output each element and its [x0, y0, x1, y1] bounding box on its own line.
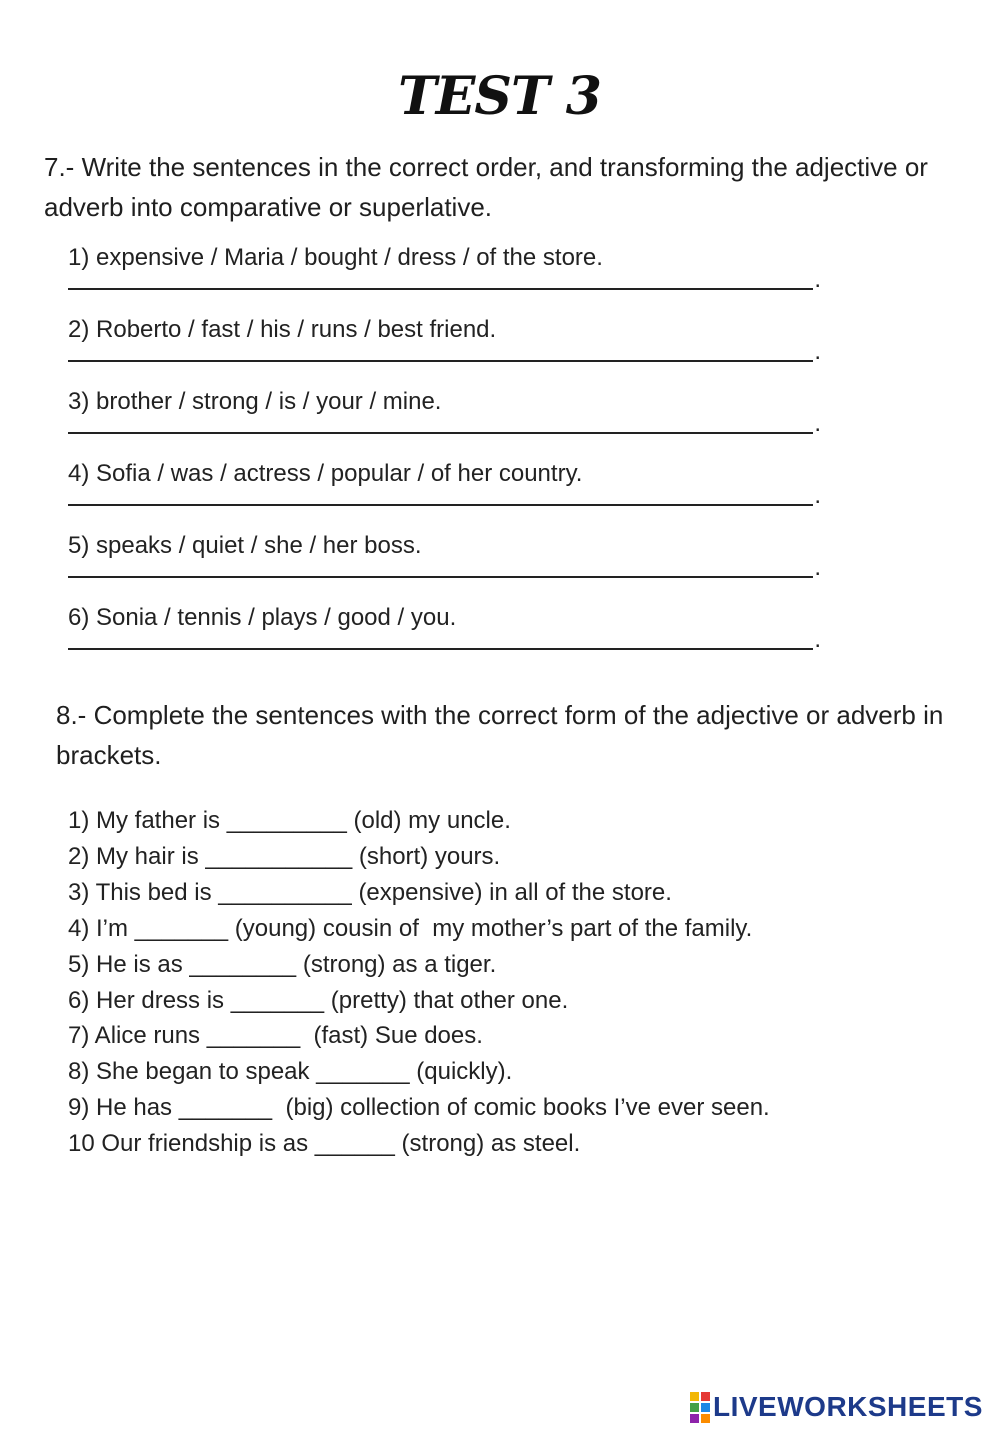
exercise-7-item — [68, 243, 828, 290]
answer-line[interactable] — [68, 576, 813, 578]
exercise-7-item — [68, 603, 828, 650]
exercise-8-item[interactable]: 2) My hair is ___________ (short) yours. — [68, 842, 501, 870]
exercise-8-instruction: 8.- Complete the sentences with the correct form of the adjective or adverb in brackets. — [56, 700, 944, 770]
exercise-7-item — [68, 531, 828, 578]
answer-line[interactable] — [68, 504, 813, 506]
logo-block — [690, 1403, 699, 1412]
logo-text: LIVEWORKSHEETS — [713, 1391, 983, 1422]
logo-block — [701, 1403, 710, 1412]
exercise-8-item[interactable]: 5) He is as ________ (strong) as a tiger. — [68, 950, 497, 978]
answer-line[interactable] — [68, 648, 813, 650]
exercise-8-item[interactable]: 7) Alice runs _______ (fast) Sue does. — [68, 1022, 483, 1050]
exercise-7-item — [68, 459, 828, 506]
logo-blocks-icon — [690, 1392, 710, 1423]
answer-line[interactable] — [68, 288, 813, 290]
logo-block — [701, 1414, 710, 1423]
exercise-7-prompt: 2) Roberto / fast / his / runs / best friend. — [68, 316, 497, 343]
exercise-7-prompt: 6) Sonia / tennis / plays / good / you. — [68, 604, 457, 631]
logo-block — [690, 1392, 699, 1401]
exercise-8-item[interactable]: 4) I’m _______ (young) cousin of my mother’s part of the family. — [68, 914, 753, 942]
exercise-7-item — [68, 315, 828, 362]
answer-line[interactable] — [68, 360, 813, 362]
logo-block — [690, 1414, 699, 1423]
page-title: TEST 3 — [398, 66, 601, 127]
logo-block — [701, 1392, 710, 1401]
exercise-7-prompt: 1) expensive / Maria / bought / dress / of the store. — [68, 244, 603, 271]
answer-line[interactable] — [68, 432, 813, 434]
exercise-7-prompt: 5) speaks / quiet / she / her boss. — [68, 532, 422, 559]
exercise-8-item[interactable]: 3) This bed is __________ (expensive) in all of the store. — [68, 878, 672, 906]
exercise-7-item — [68, 387, 828, 434]
exercise-8-item[interactable]: 1) My father is _________ (old) my uncle. — [68, 807, 511, 834]
exercise-8-item[interactable]: 9) He has _______ (big) collection of comic books I’ve ever seen. — [68, 1094, 770, 1122]
exercise-8-item[interactable]: 6) Her dress is _______ (pretty) that other one. — [68, 986, 569, 1014]
liveworksheets-logo — [690, 1390, 983, 1424]
exercise-7-prompt: 4) Sofia / was / actress / popular / of her country. — [68, 460, 583, 487]
exercise-8-list — [68, 803, 948, 1162]
exercise-7-prompt: 3) brother / strong / is / your / mine. — [68, 388, 442, 415]
exercise-7-instruction: 7.- Write the sentences in the correct order, and transforming the adjective or adverb into comparative or superlative. — [44, 152, 928, 222]
exercise-8-item[interactable]: 8) She began to speak _______ (quickly). — [68, 1058, 513, 1086]
exercise-8-item[interactable]: 10 Our friendship is as ______ (strong) as steel. — [68, 1130, 581, 1158]
